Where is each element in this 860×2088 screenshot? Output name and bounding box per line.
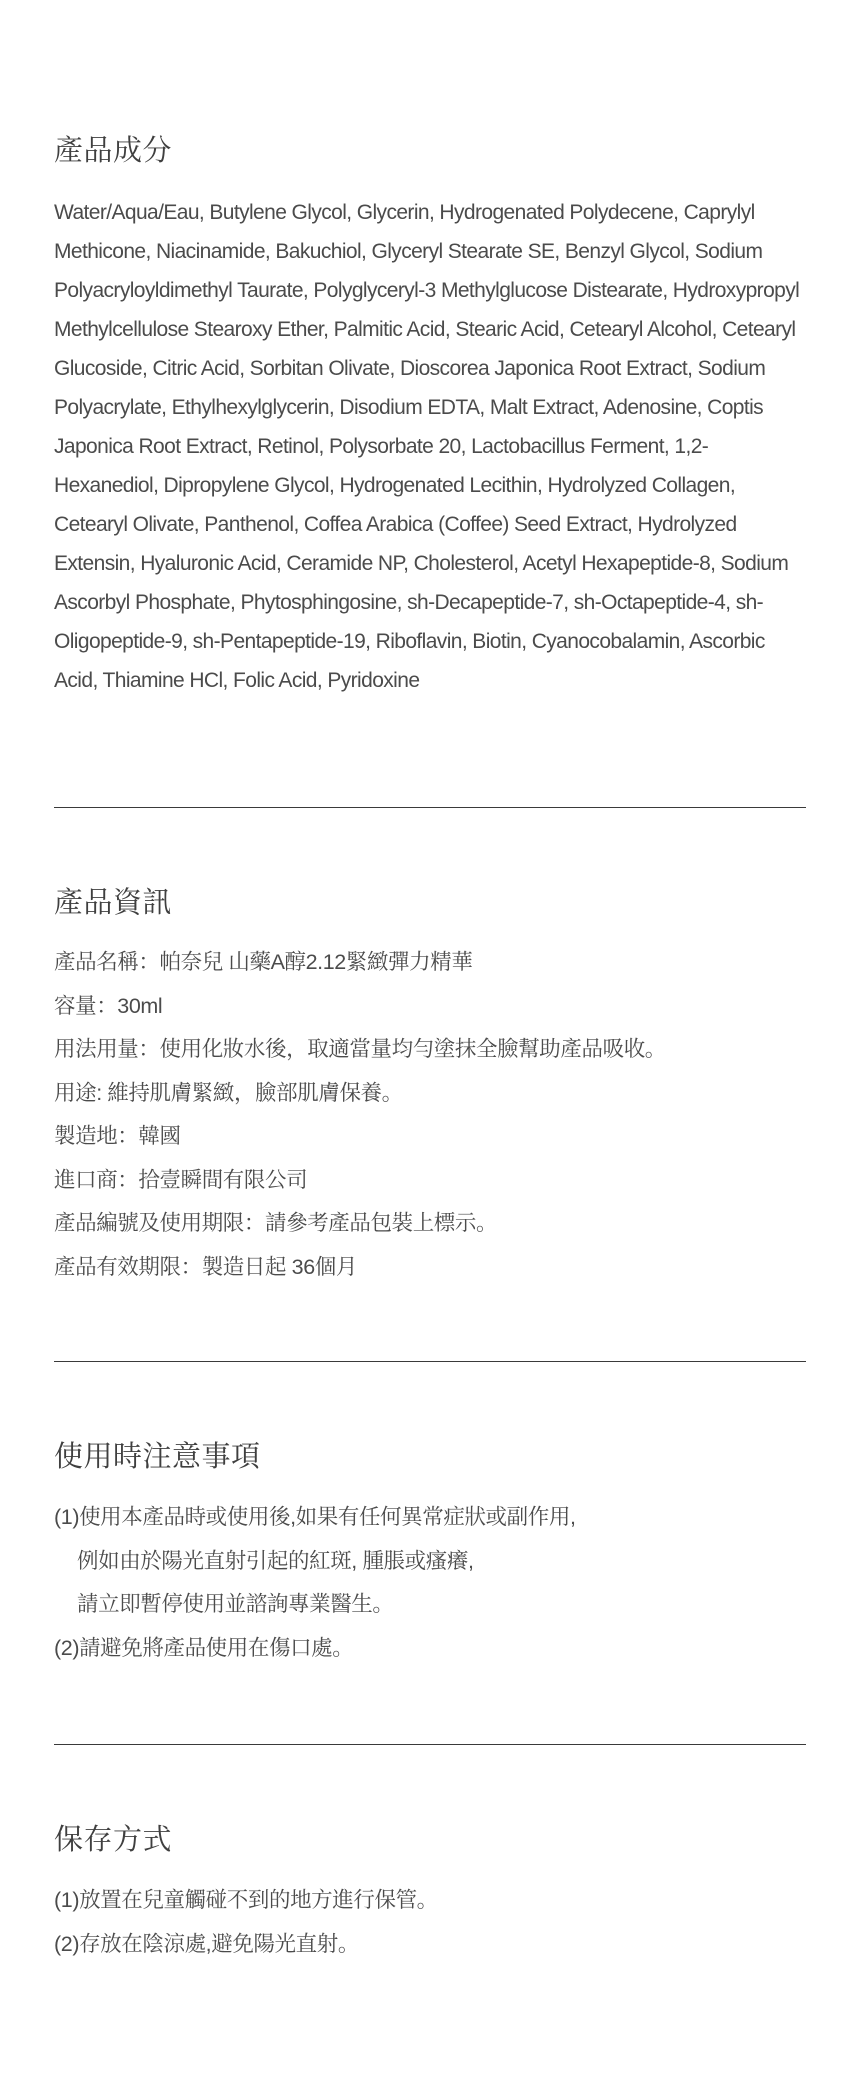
product-info-volume: 容量：30ml bbox=[54, 993, 163, 1018]
product-info-usage: 用法用量：使用化妝水後，取適當量均勻塗抹全臉幫助產品吸收。 bbox=[54, 1037, 666, 1061]
precaution-item-continued: 請立即暫停使用並諮詢專業醫生。 bbox=[77, 1592, 394, 1616]
product-info-shelf-life: 產品有效期限：製造日起 36個月 bbox=[54, 1254, 357, 1279]
product-info-name: 產品名稱：帕奈兒 山藥A醇2.12緊緻彈力精華 bbox=[54, 950, 473, 974]
ingredients-title: 產品成分 bbox=[54, 135, 173, 167]
storage-title: 保存方式 bbox=[54, 1824, 173, 1856]
section-divider bbox=[54, 807, 806, 808]
section-divider bbox=[54, 1361, 806, 1362]
product-info-title: 產品資訊 bbox=[54, 887, 173, 919]
product-info-origin: 製造地：韓國 bbox=[54, 1124, 181, 1148]
precaution-item-continued: 例如由於陽光直射引起的紅斑, 腫脹或瘙癢, bbox=[77, 1548, 474, 1573]
precaution-item: (1)使用本產品時或使用後,如果有任何異常症狀或副作用, bbox=[54, 1505, 576, 1529]
precautions-title: 使用時注意事項 bbox=[54, 1441, 261, 1473]
storage-item: (1)放置在兒童觸碰不到的地方進行保管。 bbox=[54, 1888, 438, 1912]
ingredients-text: Water/Aqua/Eau, Butylene Glycol, Glycerin, Hydrogenated Polydecene, Caprylyl Methicone, Niacinamide, Bakuchiol, Glyceryl Stearate SE, Benzyl Glycol, Sodium Polyacryloyldimethyl Taurate, Polyglyceryl-3 Methylglucose Distearate, Hydroxypropyl Methylcellulose Stearoxy Ether, Palmitic Acid, Stearic Acid, Cetearyl Alcohol, Cetearyl Glucoside, Citric Acid, Sorbitan Olivate, Dioscorea Japonica Root Extract, Sodium Polyacrylate, Ethylhexylglycerin, Disodium EDTA, Malt Extract, Adenosine, Coptis Japonica Root Extract, Retinol, Polysorbate 20, Lactobacillus Ferment, 1,2-Hexanediol, Dipropylene Glycol, Hydrogenated Lecithin, Hydrolyzed Collagen, Cetearyl Olivate, Panthenol, Coffea Arabica (Coffee) Seed Extract, Hydrolyzed Extensin, Hyaluronic Acid, Ceramide NP, Cholesterol, Acetyl Hexapeptide-8, Sodium Ascorbyl Phosphate, Phytosphingosine, sh-Decapeptide-7, sh-Octapeptide-4, sh-Oligopeptide-9, sh-Pentapeptide-19, Riboflavin, Biotin, Cyanocobalamin, Ascorbic Acid, Thiamine HCl, Folic Acid, Pyridoxine bbox=[54, 201, 800, 692]
precaution-item: (2)請避免將產品使用在傷口處。 bbox=[54, 1635, 354, 1660]
precautions-list bbox=[54, 1496, 806, 1670]
product-info-batch: 產品編號及使用期限：請參考產品包裝上標示。 bbox=[54, 1211, 498, 1235]
storage-item: (2)存放在陰涼處,避免陽光直射。 bbox=[54, 1931, 359, 1956]
product-info-list bbox=[54, 941, 806, 1289]
product-info-importer: 進口商：拾壹瞬間有限公司 bbox=[54, 1167, 308, 1192]
section-divider bbox=[54, 1744, 806, 1745]
product-info-purpose: 用途: 維持肌膚緊緻，臉部肌膚保養。 bbox=[54, 1080, 403, 1105]
storage-list bbox=[54, 1879, 806, 1966]
